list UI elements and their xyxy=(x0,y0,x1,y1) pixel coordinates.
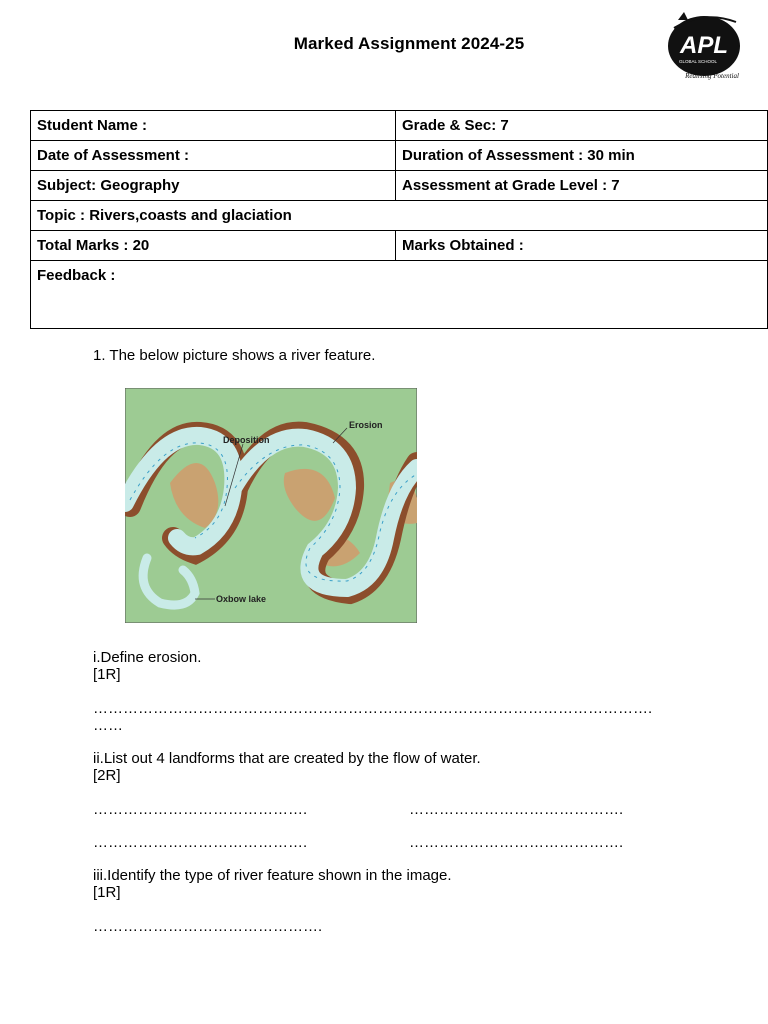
grade-level-cell: Assessment at Grade Level : 7 xyxy=(396,171,768,201)
oxbow-lake-label: Oxbow lake xyxy=(216,594,267,604)
river-meander-diagram xyxy=(125,388,417,623)
answer-line[interactable]: …… xyxy=(93,717,123,734)
grade-sec-cell: Grade & Sec: 7 xyxy=(396,111,768,141)
student-name-cell: Student Name : xyxy=(31,111,396,141)
logo-tagline: Realising Potential xyxy=(685,72,739,80)
answer-line[interactable]: …………………………………………………………………………………………………. xyxy=(93,700,653,717)
answer-blank[interactable]: ……………………………………. xyxy=(93,801,308,818)
subject-cell: Subject: Geography xyxy=(31,171,396,201)
question-1iii-text: iii.Identify the type of river feature shown in the image. xyxy=(93,867,452,884)
marks-obtained-cell: Marks Obtained : xyxy=(396,231,768,261)
logo-text: APL xyxy=(680,32,728,59)
table-row xyxy=(31,171,768,201)
page-title: Marked Assignment 2024-25 xyxy=(293,34,525,53)
question-1ii-text: ii.List out 4 landforms that are created by the flow of water. xyxy=(93,750,481,767)
table-row xyxy=(31,201,768,231)
answer-blank[interactable]: ……………………………………. xyxy=(93,834,308,851)
question-1-text: 1. The below picture shows a river feature. xyxy=(93,347,376,364)
table-row xyxy=(31,141,768,171)
deposition-label: Deposition xyxy=(223,435,270,445)
assessment-info-table xyxy=(30,110,768,329)
table-row xyxy=(31,231,768,261)
total-marks-cell: Total Marks : 20 xyxy=(31,231,396,261)
topic-cell: Topic : Rivers,coasts and glaciation xyxy=(31,201,768,231)
question-1iii-marks: [1R] xyxy=(93,884,121,901)
question-1i-text: i.Define erosion. xyxy=(93,649,202,666)
date-cell: Date of Assessment : xyxy=(31,141,396,171)
question-1ii-marks: [2R] xyxy=(93,767,121,784)
feedback-cell: Feedback : xyxy=(31,261,768,329)
duration-cell: Duration of Assessment : 30 min xyxy=(396,141,768,171)
table-row xyxy=(31,111,768,141)
question-1i-marks: [1R] xyxy=(93,666,121,683)
school-logo xyxy=(664,8,744,82)
answer-line[interactable]: ………………………………………. xyxy=(93,918,323,935)
answer-blank[interactable]: ……………………………………. xyxy=(409,834,624,851)
table-row xyxy=(31,261,768,329)
erosion-label: Erosion xyxy=(349,420,383,430)
answer-blank[interactable]: ……………………………………. xyxy=(409,801,624,818)
logo-subtext: GLOBAL SCHOOL xyxy=(678,59,718,64)
